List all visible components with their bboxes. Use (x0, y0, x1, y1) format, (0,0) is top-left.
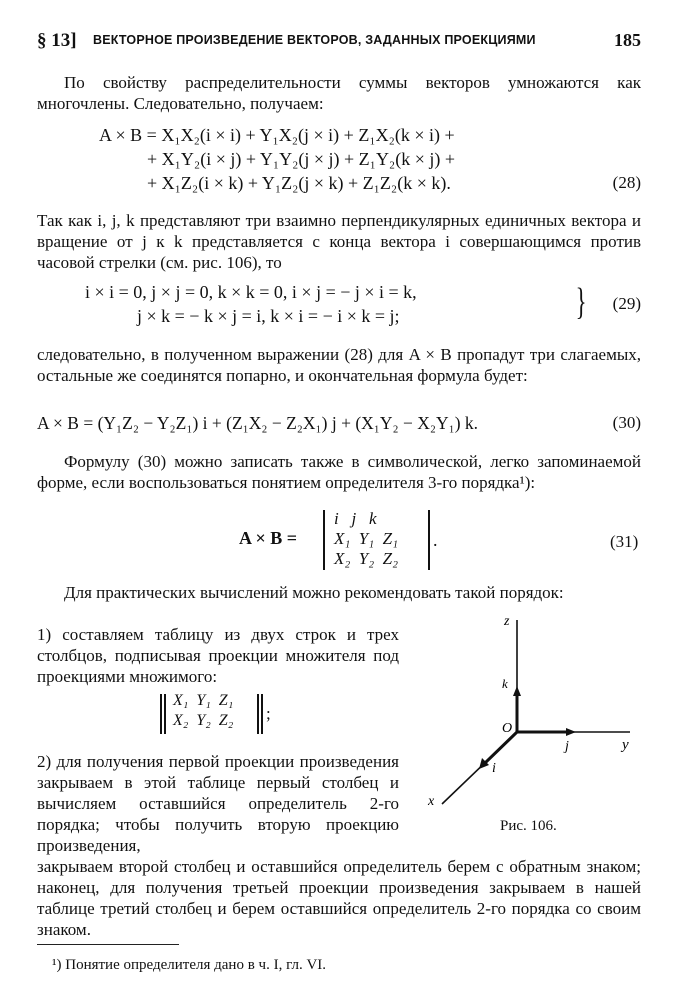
eq28-line-1: A × B = X₁X₂(i × i) + Y₁X₂(j × i) + Z₁X₂(k × i) + (99, 125, 455, 145)
list-item-2-continued (37, 856, 641, 940)
eq31-dot: . (433, 530, 438, 550)
det-row-2: X₁ Y₁ Z₁ (334, 529, 399, 548)
paragraph-1 (37, 72, 641, 114)
page-number: 185 (614, 30, 641, 50)
figure-106-axes (420, 612, 650, 812)
section-number: § 13] (37, 30, 77, 51)
paragraph-5 (37, 582, 641, 603)
list-item-2-continued-text: закрываем второй столбец и оставшийся определитель берем с обратным знаком; наконец, для получения третьей проекции произведения закрываем в нашей таблице третий столбец и берем оставшийся определитель 2-го порядка со своим знаком. (37, 857, 641, 939)
i-label: i (492, 761, 496, 776)
eq29-number: (29) (612, 294, 641, 313)
k-arrowhead (513, 686, 521, 696)
table-bar-left-1 (160, 694, 162, 734)
det-row-1: i j k (334, 509, 377, 528)
eq30-number: (30) (612, 413, 641, 432)
footnote-rule (37, 944, 179, 945)
eq30-expression: A × B = (Y₁Z₂ − Y₂Z₁) i + (Z₁X₂ − Z₂X₁) j + (X₁Y₂ − X₂Y₁) k. (37, 413, 479, 433)
j-arrowhead (566, 728, 576, 736)
eq29-brace: } (575, 281, 587, 323)
equation-29 (37, 281, 641, 329)
paragraph-1-text: По свойству распределительности суммы векторов умножаются как многочлены. Следовательно, получаем: (37, 73, 641, 113)
x-label: x (428, 794, 435, 809)
eq28-line-2: + X₁Y₂(i × j) + Y₁Y₂(j × j) + Z₁Y₂(k × j) + (147, 149, 456, 169)
paragraph-4 (37, 451, 641, 493)
table-bar-right-1 (257, 694, 259, 734)
eq28-number: (28) (612, 173, 641, 192)
running-title: ВЕКТОРНОЕ ПРОИЗВЕДЕНИЕ ВЕКТОРОВ, ЗАДАННЫХ ПРОЕКЦИЯМИ (93, 33, 536, 47)
paragraph-2 (37, 210, 641, 273)
paragraph-4-text: Формулу (30) можно записать также в символической, легко запоминаемой форме, если воспользоваться понятием определителя 3-го порядка¹): (37, 452, 641, 492)
origin-label: O (502, 721, 513, 736)
eq31-lhs: A × B = (239, 528, 298, 548)
paragraph-5-text: Для практических вычислений можно рекомендовать такой порядок: (64, 583, 564, 602)
i-vector (484, 732, 517, 764)
j-label: j (565, 739, 569, 754)
eq29-line-2: j × k = − k × j = i, k × i = − i × k = j; (137, 306, 400, 326)
table-row-1: X₁ Y₁ Z₁ (173, 692, 234, 709)
determinant-left-bar (323, 510, 325, 570)
equation-30 (37, 412, 641, 436)
table-bar-right-2 (261, 694, 263, 734)
paragraph-3-text: следовательно, в полученном выражении (28) для A × B пропадут три слагаемых, остальные же соединятся попарно, и окончательная формула будет: (37, 345, 641, 385)
table-row-2: X₂ Y₂ Z₂ (173, 712, 234, 729)
determinant-right-bar (428, 510, 430, 570)
table-semicolon: ; (266, 704, 271, 723)
list-item-2-text: 2) для получения первой проекции произведения закрываем в этой таблице первый столбец и вычисляем оставшийся определитель 2-го порядка; чтобы получить вторую проекцию произведения, (37, 752, 399, 855)
eq31-number: (31) (610, 532, 639, 551)
paragraph-3 (37, 344, 641, 386)
list-item-2 (37, 751, 399, 856)
z-label: z (504, 614, 510, 629)
k-label: k (502, 676, 508, 691)
eq28-line-3: + X₁Z₂(i × k) + Y₁Z₂(j × k) + Z₁Z₂(k × k). (147, 173, 451, 193)
y-label: y (622, 737, 629, 753)
paragraph-2-text: Так как i, j, k представляют три взаимно перпендикулярных единичных вектора и вращение от j к k представляется с конца вектора i совершающимся против часовой стрелки (см. рис. 106), то (37, 211, 641, 272)
equation-28 (37, 124, 641, 193)
list-item-1 (37, 624, 399, 687)
footnote: ¹) Понятие определителя дано в ч. I, гл. VI. (52, 957, 327, 973)
figure-caption: Рис. 106. (500, 818, 557, 834)
eq29-line-1: i × i = 0, j × j = 0, k × k = 0, i × j = − j × i = k, (85, 282, 417, 302)
table-bar-left-2 (164, 694, 166, 734)
det-row-3: X₂ Y₂ Z₂ (334, 549, 399, 568)
list-item-1-text: 1) составляем таблицу из двух строк и трех столбцов, подписывая проекции множителя под проекциями множимого: (37, 625, 399, 686)
